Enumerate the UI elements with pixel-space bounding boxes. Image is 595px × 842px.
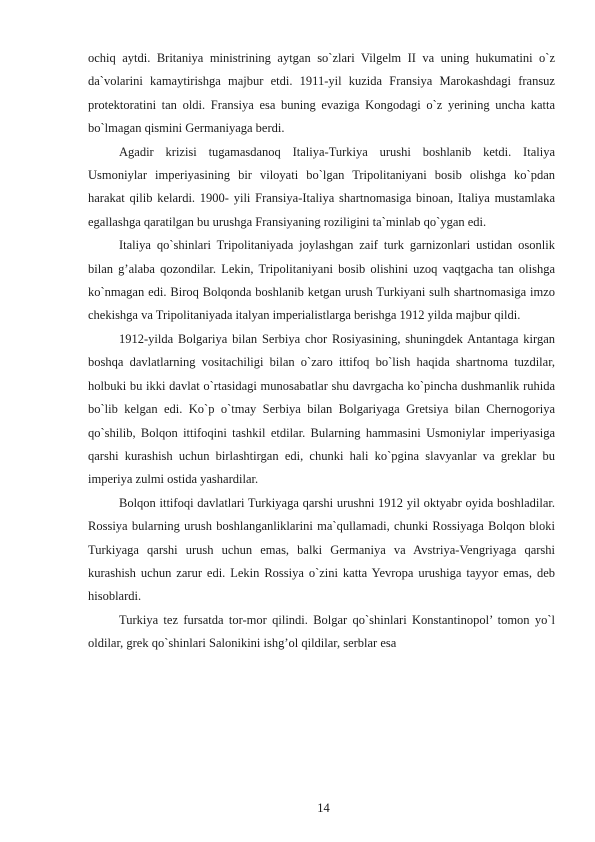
paragraph-continuation: ochiq aytdi. Britaniya ministrining aytgan so`zlari Vilgelm II va uning hukumatini o`z da`volarini kamaytirishga majbur etdi. 1911-yil kuzida Fransiya Marokashdagi fransuz protektoratini tan oldi. Fransiya esa buning evaziga Kongodagi o`z yerining uncha katta bo`lmagan qismini Germaniyaga berdi. xyxy=(88,51,555,136)
paragraph-balkan-war: Bolqon ittifoqi davlatlari Turkiyaga qarshi urushni 1912 yil oktyabr oyida boshladilar. Rossiya bularning urush boshlanganliklarini ma`qullamadi, chunki Rossiyaga Bolqon bloki Turkiyaga qarshi urush uchun emas, balki Germaniya va Avstriya-Vengriyaga qarshi kurashish uchun zarur edi. Lekin Rossiya o`zini katta Yevropa urushiga tayyor emas, deb hisoblardi. xyxy=(88,495,555,604)
paragraph-turkey-defeat: Turkiya tez fursatda tor-mor qilindi. Bolgar qo`shinlari Konstantinopol’ tomon yo`l oldilar, grek qo`shinlari Salonikini ishg’ol qildilar, serblar esa xyxy=(88,612,555,651)
paragraph-balkan-alliance: 1912-yilda Bolgariya bilan Serbiya chor Rosiyasining, shuningdek Antantaga kirgan boshqa davlatlarning vositachiligi bilan o`zaro ittifoq bo`lish haqida shartnoma tuzdilar, holbuki bu ikki davlat o`rtasidagi munosabatlar shu davrgacha ko`pincha dushmanlik ruhida bo`lib kelgan edi. Ko`p o`tmay Serbiya bilan Bolgariyaga Gretsiya bilan Chernogoriya qo`shilib, Bolqon ittifoqini tashkil etdilar. Bularning hammasini Usmoniylar imperiyasiga qarshi kurashish uchun birlashtirgan edi, chunki hali ko`pgina slavyanlar va greklar bu imperiya zulmi ostida yashardilar. xyxy=(88,331,555,487)
page-number xyxy=(0,801,595,816)
paragraph-tripolitania: Italiya qo`shinlari Tripolitaniyada joylashgan zaif turk garnizonlari ustidan osonlik bilan g’alaba qozondilar. Lekin, Tripolitaniyani bosib olishini uzoq vaqtgacha tan olishga ko`nmagan edi. Biroq Bolqonda boshlanib ketgan urush Turkiyani sulh shartnomasiga imzo chekishga va Tripolitaniyada italyan imperialistlarga berishga 1912 yilda majbur qildi. xyxy=(88,238,555,323)
paragraph-agadir-crisis: Agadir krizisi tugamasdanoq Italiya-Turkiya urushi boshlanib ketdi. Italiya Usmoniylar imperiyasining bir viloyati bo`lgan Tripolitaniyani bosib olishga ko`pdan harakat qilib kelardi. 1900- yili Fransiya-Italiya shartnomasiga binoan, Italiya mustamlaka egallashga qaratilgan bu urushga Fransiyaning roziligini ta`minlab qo`ygan edi. xyxy=(88,144,555,229)
page-number-value: 14 xyxy=(317,801,330,815)
body-text xyxy=(88,47,555,656)
